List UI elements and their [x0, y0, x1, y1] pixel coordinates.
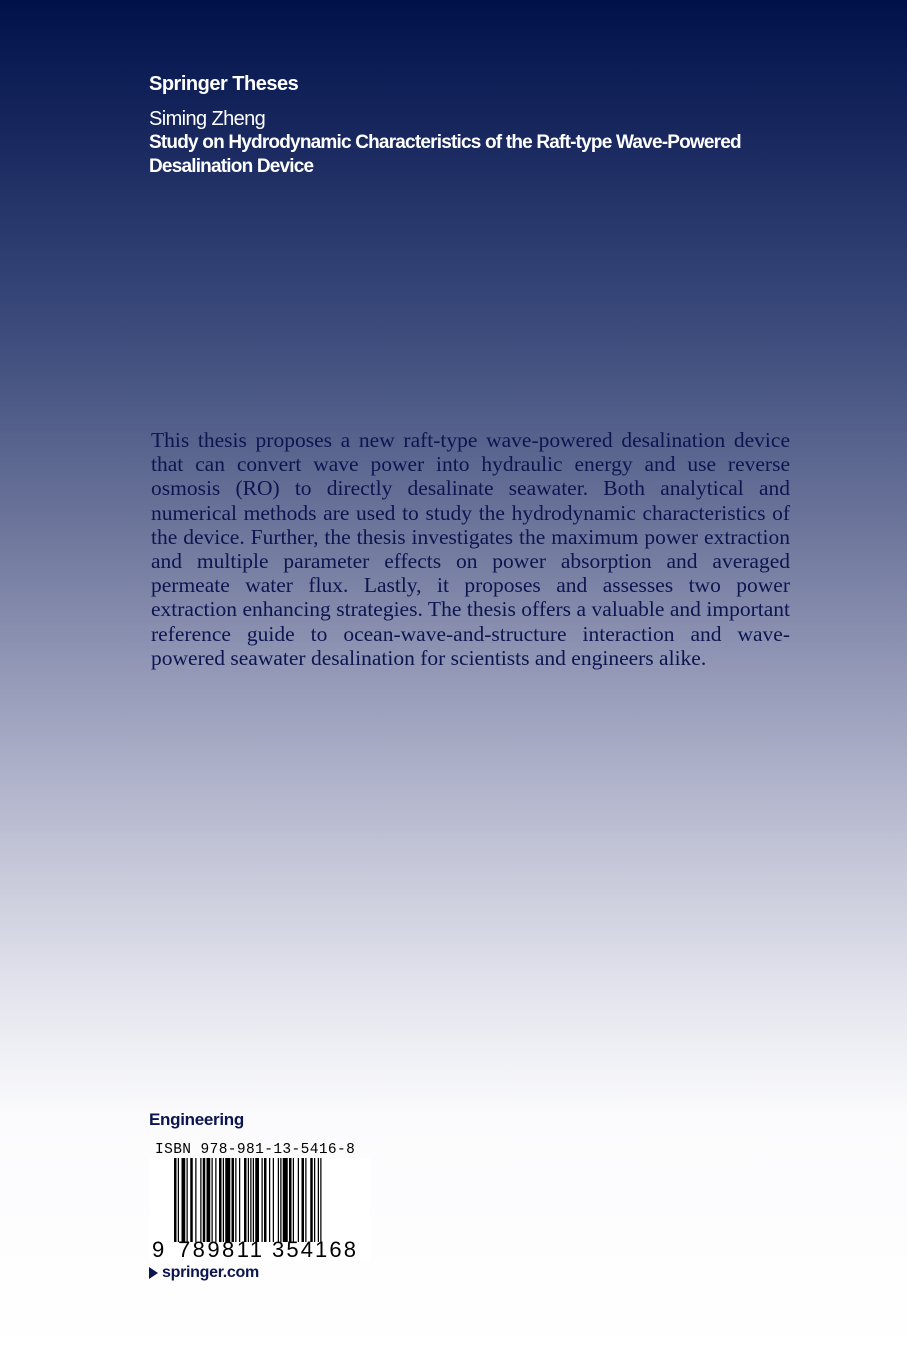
- barcode-bar: [223, 1158, 224, 1242]
- barcode-bar: [219, 1158, 222, 1242]
- publisher-website[interactable]: [149, 1264, 259, 1282]
- barcode-bar: [298, 1158, 299, 1242]
- barcode-bar: [273, 1158, 274, 1242]
- barcode-bar: [225, 1158, 230, 1242]
- barcode-bar: [239, 1158, 240, 1242]
- barcode-bar: [215, 1158, 216, 1242]
- arrow-right-icon: [149, 1267, 158, 1279]
- subject-category: Engineering: [149, 1110, 244, 1129]
- book-blurb: This thesis proposes a new raft-type wave-powered desalination device that can convert wave power into hydraulic energy and use reverse osmosis (RO) to directly desalinate seawater. Both analytical and numerical methods are used to study the hydrodynamic characteristics of the device. Further, the thesis investigates the maximum power extraction and multiple parameter effects on power absorption and averaged permeate water flux. Lastly, it proposes and assesses two power extraction enhancing strategies. The thesis offers a valuable and important reference guide to ocean-wave-and-structure interaction and wave-powered seawater desalination for scientists and engineers alike.: [151, 428, 790, 670]
- barcode-bar: [280, 1158, 281, 1242]
- barcode-bar: [293, 1158, 294, 1242]
- barcode-bar: [289, 1158, 292, 1242]
- barcode-bar: [174, 1158, 177, 1254]
- barcode-digits-right: 354168: [272, 1237, 356, 1260]
- barcode-bar: [318, 1158, 319, 1242]
- barcode-bar: [302, 1158, 305, 1242]
- barcode-bar: [207, 1158, 211, 1242]
- barcode-digits-left: 789811: [178, 1237, 262, 1260]
- barcode-bar: [182, 1158, 186, 1242]
- barcode-bar: [190, 1158, 193, 1242]
- barcode-bar: [250, 1158, 251, 1242]
- barcode: [150, 1158, 370, 1260]
- barcode-bar: [235, 1158, 236, 1242]
- barcode-bar: [232, 1158, 235, 1242]
- barcode-bar: [255, 1158, 259, 1242]
- barcode-bar: [320, 1158, 321, 1242]
- barcode-bar: [269, 1158, 270, 1242]
- author-name: Siming Zheng: [149, 108, 266, 130]
- barcode-bar: [187, 1158, 188, 1242]
- barcode-bar: [264, 1158, 267, 1254]
- barcode-bar: [203, 1158, 206, 1242]
- barcode-bar: [253, 1158, 254, 1242]
- barcode-bar: [212, 1158, 213, 1242]
- series-name: Springer Theses: [149, 73, 299, 95]
- book-title: Study on Hydrodynamic Characteristics of the Raft-type Wave-Powered Desalination Device: [149, 132, 741, 177]
- isbn-label: ISBN 978-981-13-5416-8: [155, 1142, 356, 1158]
- barcode-bar: [248, 1158, 249, 1242]
- barcode-bar: [244, 1158, 247, 1242]
- barcode-bar: [283, 1158, 288, 1242]
- barcode-bar: [200, 1158, 201, 1242]
- barcode-bar: [314, 1158, 315, 1242]
- website-label: springer.com: [162, 1264, 259, 1281]
- barcode-bar: [278, 1158, 279, 1242]
- barcode-bar: [195, 1158, 196, 1242]
- barcode-digit-first: 9: [152, 1237, 165, 1260]
- barcode-bar: [310, 1158, 313, 1242]
- barcode-bar: [305, 1158, 306, 1242]
